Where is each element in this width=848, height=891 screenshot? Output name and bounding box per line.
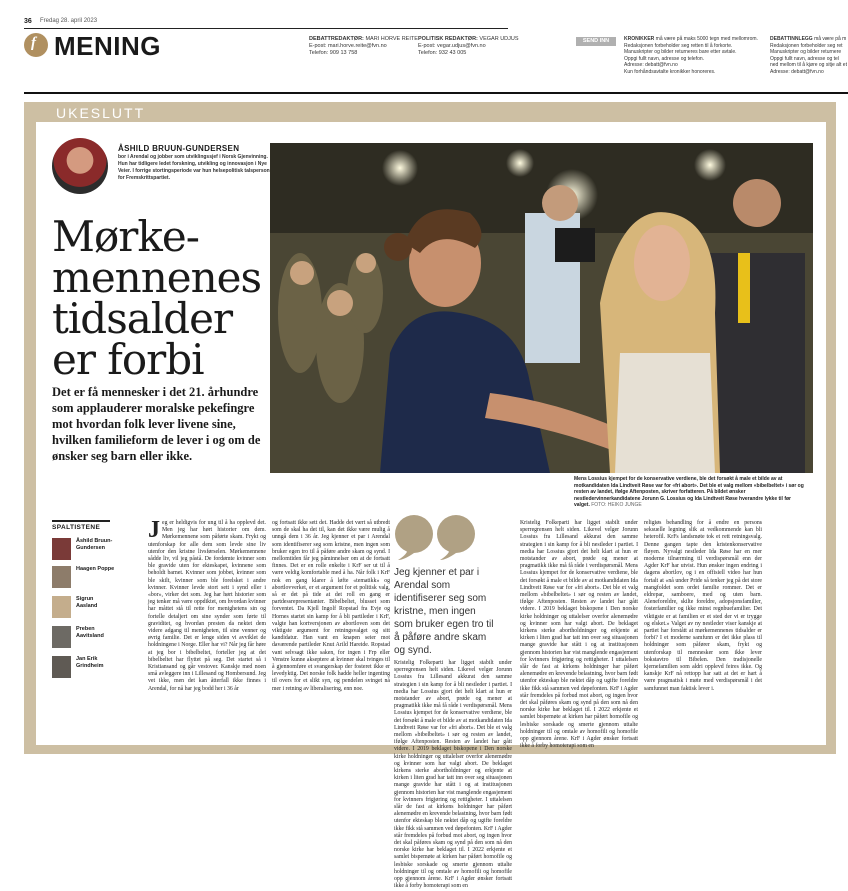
page-number: 36 bbox=[24, 18, 32, 25]
kronikker-rules bbox=[624, 36, 764, 75]
body-column-2 bbox=[272, 520, 390, 740]
rules-line: Oppgi fullt navn, adresse og tel bbox=[770, 55, 839, 62]
photo-illustration bbox=[270, 143, 813, 473]
header-rule bbox=[24, 28, 508, 29]
columnist-photo bbox=[52, 656, 71, 678]
editor-block-political bbox=[418, 36, 519, 57]
send-inn-badge: SEND INN bbox=[576, 37, 616, 46]
author-name: ÅSHILD BRUUN-GUNDERSEN bbox=[118, 144, 240, 153]
rules-line: ned mellom til å kjøre og sitje alt et bbox=[770, 62, 847, 68]
columnist-name: Preben Aavitsland bbox=[76, 626, 104, 639]
body-text: eg er heldigvis for ung til å ha opplevd det. Men jeg har hørt historier om dem. Mørkemennene som påførte skam. Frykt og utenforskap for alle dem som levde sine liv utenfor den kristne livsførselen. Mørkemennene sådde liv, vil jeg påstå. De fordømte kvinner som ble gravide uten for ekteskapet, kvinnene som beholdt barnet. Kvinner som jobbet, kvinner som ble skilt, kvinner som ble forelsket i andre kvinner. Kvinner levde stort sett i synd eller i «bor», virker det som. Jeg har hørt historier som jeg tenker må være oppdiktet, om hvordan kvinner har måttet stå til rette for menighetens sin og fortelle detaljert om sine synder som førte til graviditet, og hvordan presten da nektet dem videre adgang til menigheten, til sine venner og øvrig familie. Det er lenge siden vi avviklet de holdningene i Norge. Eller har vi? Når jeg får høre at jeg bor i bibelbeltet, forteller jeg at det bibelbeltet har flyttet på seg. Det startet så i Kristiansand og går vestover. Kanskje med noen små avleggere inn i Lillesand og Hombersund. Jeg vet ikke, men det kan åtterfall ikke finnes i Arendal, for nå har jeg bodd her i 36 år bbox=[148, 520, 266, 692]
quote-icon bbox=[394, 512, 478, 562]
pull-quote: Jeg kjenner et par i Arendal som identifiserer seg som kristne, men ingen som bruker egen tro til å påføre andre skam og synd. bbox=[394, 567, 494, 656]
issue-date: Fredag 28. april 2023 bbox=[40, 18, 98, 24]
columnist-name: Haagen Poppe bbox=[76, 566, 115, 572]
columnist-item bbox=[52, 656, 142, 678]
body-text: religiøs behandling for å endre en persons seksuelle legning slik at vedkommende kan bli heterofil. KrFs landsmøte tok et rett retningsvalg. Denne gangen tapte den kristenkonservative fløyen. Nyvalgt nestleder Ida Røse har en mer moderne tilnærming til verdispørsmål enn der Agder KrF har utvist. Hun ønsker ingen endring i dagens abortlov, og i en offisiell video har hun fortalt at «nå under Pride så tenker jeg på det store mangfoldet som ordet familie rommer. Det er eldrepar, samboere, med og uten barn. Aleneforeldre, skilte foreldre, adopsjonsfamilier, fosterfamilier og ikke minst regnbuefamilier. Det viktigste er at familien er et sted der vi er trygge og elsket.» Valget av ny nestleder viser kanskje at partiet har forstått at mørkemennenes tidsalder er forbi? I et moderne samfunn er det ikke plass til holdninger som påfører skam, frykt og utenforskap til mennesker som ikke lever bokstavtro til Bibelen. Den tradisjonelle kjernefamilien som aldri opplevd feires ikke. Og kanskje KrF nå rettopp har satt at det er hart å være pragmatisk i møte med verdispørsmål i det samfunnet man faktisk lever i. bbox=[644, 520, 762, 692]
rules-line: Adresse: debatt@fvn.no bbox=[770, 68, 824, 75]
columnist-item bbox=[52, 626, 142, 648]
rules-line: Redaksjonen forbeholder seg retten til å forkorte. bbox=[624, 42, 733, 49]
columnists-title: SPALTISTENE bbox=[52, 520, 110, 531]
debattinnlegg-rules bbox=[770, 36, 848, 75]
editor-block-debate bbox=[309, 36, 418, 57]
deck: Det er få mennesker i det 21. århundre som applauderer moralske pekefingre mot hvordan folk lever livene sine, hvilken familieform de lever i og om de ønsker seg barn eller ikke. bbox=[52, 385, 261, 463]
body-column-3a bbox=[394, 660, 513, 890]
editor-name: MARI HORVE REITE bbox=[365, 36, 418, 42]
debattinnlegg-heading: DEBATTINNLEGG bbox=[770, 36, 813, 42]
rules-line: Kun forhåndsavtalte kronikker honoreres. bbox=[624, 68, 716, 75]
photo-caption bbox=[574, 476, 808, 509]
body-column-3b bbox=[520, 520, 639, 750]
kronikker-heading: KRONIKKER bbox=[624, 36, 655, 42]
body-text: og fortsatt ikke sett det. Hadde det vært så utbredt som de skal ha det til, kan det ikke være mulig å unngå dem i 36 år. Jeg kjenner et par i Arendal som identifiserer seg som kristne, men ingen som bruker egen tro til å påføre andre skam og synd. I mellomtiden får jeg påminnelser om at de fortsatt finnes. Det er en rolle enkelte i KrF ser ut til å være veldig komfortable med å ha. Når folk i KrF nok en gang klarer å løfte «tematikk» og abortlovverket, er et argument for et politisk valg, så er det på tide at det roll en gang er partdessrepresentanter. Bibelbeltet, blusset som forventet. Da Kjell Ingolf Ropstad fra Evje og Hornes startet sin kamp for å bli partileder i KrF, valgte han kortversjonen av abortloven som det viktigste argument for retningsvalget og sitt kandidatur. Han vant en knapen seier mot daværende partileder Knut Arild Hareide. Ropstad vant selvsagt ikke saken, for ingen i Frp eller Venstre kunne akseptere at kvinner skal tvinges til å gjennomføre et svangerskap der fosteret ikke er levedyktig. Det norske folk hadde heller ingenting til overs for et slikt syn, og pendelen svinget nå mer i retning av liberalisering, enn noe. bbox=[272, 520, 390, 692]
body-text: Kristelig Folkeparti har ligget stabilt under sperregrensen helt siden. Likevel velger Jorunn Lossius fra Lillesand akkurat den samme strategien i sin kamp for å bli nestleder i partiet. I media har Lossius gjort det helt klart at hun er motstander av abort, prøde og mener at pragmatikk ikke må få råde i verdispørsmål. Mens Lossius kjempet for de konservative verdiene, ble det forsøkt å male et bilde av at motkandidaten Ida Lindtveit Røse var for «fri abort». Det ble et valg mellom «bibelbeltet» i sør og resten av landet, ifølge Aftenposten. Resten av landet har gått videre. I 2019 beklaget biskopene i Den norske kirke holdninger og uttalelser overfor alenemødre og kvinner som har valgt abort. De beklaget kirkens sterke abortholdninger og erkjente at kirken i liten grad har tatt inn over seg situasjonen mange gravide har stått i og at institusjonen gjennom historien har vist manglende engasjement for kvinners frigjøring og rettigheter. I uttalelsen slår de fast at kirkens holdninger har påført alenemødre en krevende belastning, hvor barn født utenfor ekteskap ble nektet dåp og ugifte foreldre ikke fikk stå sammen ved døpefonten. KrF i Agder står fremdeles på forbud mot abort, og ingen hvor det skal påføres skam og synd på den som nå den norske kirke har beklaget til. I 2022 erkjente et samlet bispemøte at kirken har påført homofile og lesbiske sorskade og smerte gjennom uttalte holdninger til og omtale av homofili og homofile opp gjennom årene. KrF i Agder ønsker fortsatt ikke å forby homoterapi som en bbox=[520, 520, 639, 750]
columnist-name: Jan Erik Grindheim bbox=[76, 656, 104, 669]
editor-email: E-post: vegar.udjus@fvn.no bbox=[418, 43, 486, 49]
drop-cap: J bbox=[148, 517, 160, 543]
article-photo bbox=[270, 143, 813, 473]
editor-role: POLITISK REDAKTØR: bbox=[418, 36, 478, 42]
editor-phone: Telefon: 909 13 758 bbox=[309, 50, 358, 56]
rules-line: Manuskripter og bilder returnere bbox=[770, 49, 842, 55]
rules-line: Adresse: debatt@fvn.no bbox=[624, 62, 678, 68]
columnist-item bbox=[52, 538, 142, 560]
body-column-4 bbox=[644, 520, 762, 740]
columnist-photo bbox=[52, 566, 71, 588]
rules-line: Redaksjonen forbeholder seg ret bbox=[770, 42, 843, 49]
columnist-name: Åshild Bruun-Gundersen bbox=[76, 538, 113, 551]
editor-phone: Telefon: 932 43 005 bbox=[418, 50, 467, 56]
caption-text: Mens Lossius kjempet for de konservative verdiene, ble det forsøkt å male et bilde av at motkandidaten Ida Lindtveit Røse var for «fri abort». Det ble et valg mellom «bibelbeltet» i sør og resten av landet, ifølge Aftenposten, skriver forfatteren. På bildet ønsker nestledervinnerkandidatene Jorunn G. Lossius og Ida Lindtveit Røse hverandre lykke til før valget. bbox=[574, 476, 804, 508]
article-label: UKESLUTT bbox=[56, 105, 146, 121]
columnist-item bbox=[52, 596, 142, 618]
rules-line: Manuskripter og bilder returneres bare etter avtale. bbox=[624, 49, 737, 55]
columnist-item bbox=[52, 566, 142, 588]
author-bio: bor i Arendal og jobber som utviklingssjef i Norsk Gjenvinning. Hun har tidligere ledet forskning, utvikling og innovasjon i Nye Veier. I forrige stortingsperiode var hun helsepolitisk talsperson for Fremskrittspartiet. bbox=[118, 154, 270, 181]
section-divider bbox=[24, 92, 848, 94]
section-title: MENING bbox=[54, 31, 161, 61]
columnist-photo bbox=[52, 538, 71, 560]
editor-name: VEGAR UDJUS bbox=[479, 36, 519, 42]
columnist-photo bbox=[52, 596, 71, 618]
headline: Mørkemennenes tidsalder er forbi bbox=[52, 212, 262, 384]
rules-line: må være på m bbox=[814, 36, 847, 42]
columnist-photo bbox=[52, 626, 71, 648]
rules-line: Oppgi fullt navn, adresse og telefon. bbox=[624, 55, 705, 62]
editor-email: E-post: mari.horve.reite@fvn.no bbox=[309, 43, 387, 49]
logo-letter: f bbox=[31, 35, 36, 51]
photo-credit: FOTO: HEIKO JUNGE bbox=[591, 502, 642, 508]
newspaper-logo-icon bbox=[24, 33, 48, 57]
body-column-1 bbox=[148, 517, 266, 740]
editor-role: DEBATTREDAKTØR: bbox=[309, 36, 364, 42]
body-text: Kristelig Folkeparti har ligget stabilt under sperregrensen helt siden. Likevel velger Jorunn Lossius fra Lillesand akkurat den samme strategien i sin kamp for å bli nestleder i partiet. I media har Lossius gjort det helt klart at hun er motstander av abort, prøde og mener at pragmatikk ikke må få råde i verdispørsmål. Mens Lossius kjempet for de konservative verdiene, ble det forsøkt å male et bilde av at motkandidaten Ida Lindtveit Røse var for «fri abort». Det ble et valg mellom «bibelbeltet» i sør og resten av landet, ifølge Aftenposten. Resten av landet har gått videre. I 2019 beklaget biskopene i Den norske kirke holdninger og uttalelser overfor alenemødre og kvinner som har valgt abort. De beklaget kirkens sterke abortholdninger og erkjente at kirken i liten grad har tatt inn over seg situasjonen mange gravide har stått i og at institusjonen gjennom historien har vist manglende engasjement for kvinners frigjøring og rettigheter. I uttalelsen slår de fast at kirkens holdninger har påført alenemødre en krevende belastning, hvor barn født utenfor ekteskap ble nektet dåp og ugifte foreldre ikke fikk stå sammen ved døpefonten. KrF i Agder står fremdeles på forbud mot abort, og ingen hvor det skal påføres skam og synd på den som nå den norske kirke har beklaget til. I 2022 erkjente et samlet bispemøte at kirken har påført homofile og lesbiske sorskade og smerte gjennom uttalte holdninger til og omtale av homofili og homofile opp gjennom årene. KrF i Agder ønsker fortsatt ikke å forby homoterapi som en bbox=[394, 660, 513, 890]
columnist-name: Sigrun Aasland bbox=[76, 596, 98, 609]
rules-line: må være på maks 5000 tegn med mellomrom. bbox=[655, 36, 758, 42]
author-avatar bbox=[52, 138, 108, 194]
